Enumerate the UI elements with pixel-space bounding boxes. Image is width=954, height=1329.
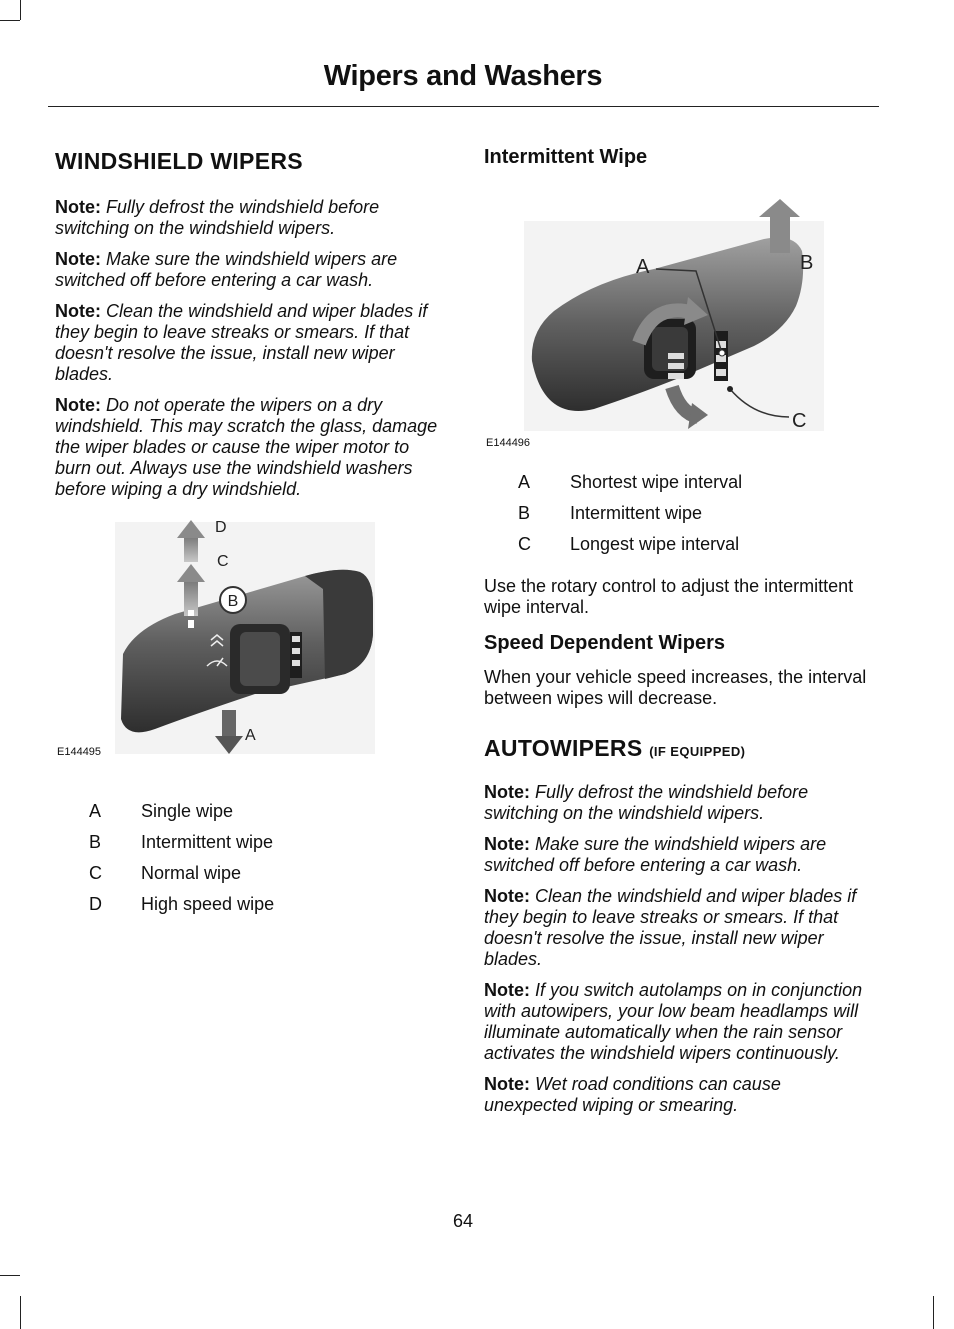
note bbox=[484, 886, 876, 970]
legend-item bbox=[55, 827, 447, 858]
callout-b: B bbox=[800, 252, 814, 274]
legend-item bbox=[55, 858, 447, 889]
note-label: Note: bbox=[484, 834, 530, 854]
note bbox=[484, 1074, 876, 1116]
right-column bbox=[484, 146, 876, 1116]
note-label: Note: bbox=[484, 1074, 530, 1094]
crop-mark bbox=[933, 1296, 934, 1329]
section-heading-autowipers bbox=[484, 735, 876, 762]
note-label: Note: bbox=[55, 395, 101, 415]
note-text: Make sure the windshield wipers are switched off before entering a car wash. bbox=[484, 834, 827, 875]
crop-mark bbox=[0, 1275, 20, 1276]
note-text: Clean the windshield and wiper blades if they begin to leave streaks or smears. If that doesn't resolve the issue, install new wiper blades. bbox=[55, 301, 428, 384]
subheading-speed-dependent-wipers: Speed Dependent Wipers bbox=[484, 632, 725, 654]
speed-dependent-text: When your vehicle speed increases, the interval between wipes will decrease. bbox=[484, 667, 867, 708]
callout-c: C bbox=[792, 410, 807, 432]
figure-code: E144495 bbox=[57, 746, 102, 758]
note-text: Wet road conditions can cause unexpected wiping or smearing. bbox=[484, 1074, 781, 1115]
legend-label: Normal wipe bbox=[141, 863, 242, 883]
wiper-stalk-figure bbox=[55, 514, 447, 774]
wiper-stalk-illustration bbox=[55, 514, 447, 774]
crop-mark bbox=[20, 1296, 21, 1329]
title-divider bbox=[48, 106, 879, 107]
legend-letter: C bbox=[89, 863, 102, 883]
legend-letter: A bbox=[89, 801, 102, 821]
legend-item bbox=[55, 889, 447, 920]
note bbox=[484, 980, 876, 1064]
legend-item bbox=[484, 529, 876, 560]
legend-letter: D bbox=[89, 894, 102, 914]
page-number: 64 bbox=[452, 1211, 474, 1231]
legend-letter: B bbox=[518, 503, 531, 523]
callout-a: A bbox=[245, 727, 256, 744]
note bbox=[55, 249, 447, 291]
section-heading-windshield-wipers: WINDSHIELD WIPERS bbox=[55, 148, 303, 174]
note bbox=[484, 834, 876, 876]
page-title: Wipers and Washers bbox=[323, 60, 603, 92]
autowipers-title: AUTOWIPERS bbox=[484, 735, 643, 761]
legend-label: Single wipe bbox=[141, 801, 234, 821]
note-label: Note: bbox=[55, 197, 101, 217]
legend-letter: A bbox=[518, 472, 531, 492]
callout-a: A bbox=[636, 256, 650, 278]
note-label: Note: bbox=[55, 249, 101, 269]
legend-label: High speed wipe bbox=[141, 894, 275, 914]
callout-d: D bbox=[215, 519, 227, 536]
figure-legend bbox=[484, 467, 876, 560]
legend-item bbox=[484, 498, 876, 529]
note bbox=[55, 197, 447, 239]
legend-letter: C bbox=[518, 534, 531, 554]
note-label: Note: bbox=[484, 886, 530, 906]
subheading-intermittent-wipe: Intermittent Wipe bbox=[484, 146, 648, 168]
legend-label: Longest wipe interval bbox=[570, 534, 740, 554]
note-text: Clean the windshield and wiper blades if they begin to leave streaks or smears. If that doesn't resolve the issue, install new wiper blades. bbox=[484, 886, 857, 969]
legend-label: Shortest wipe interval bbox=[570, 472, 743, 492]
rotary-control-illustration bbox=[484, 181, 876, 451]
if-equipped-tag: (IF EQUIPPED) bbox=[649, 744, 746, 759]
note-label: Note: bbox=[484, 980, 530, 1000]
callout-c: C bbox=[217, 553, 229, 570]
legend-label: Intermittent wipe bbox=[141, 832, 274, 852]
note bbox=[484, 782, 876, 824]
legend-letter: B bbox=[89, 832, 102, 852]
note bbox=[55, 395, 447, 500]
figure-legend bbox=[55, 796, 447, 920]
note-label: Note: bbox=[55, 301, 101, 321]
callout-b: B bbox=[227, 593, 239, 610]
note-text: Fully defrost the windshield before switching on the windshield wipers. bbox=[55, 197, 380, 238]
figure-code: E144496 bbox=[486, 437, 531, 449]
legend-label: Intermittent wipe bbox=[570, 503, 703, 523]
left-column bbox=[55, 146, 447, 920]
note-text: If you switch autolamps on in conjunction with autowipers, your low beam headlamps will illuminate automatically when the rain sensor activates the windshield wipers continuously. bbox=[484, 980, 863, 1063]
note-text: Fully defrost the windshield before switching on the windshield wipers. bbox=[484, 782, 809, 823]
note-text: Do not operate the wipers on a dry windshield. This may scratch the glass, damage the wiper blades or cause the wiper motor to burn out. Always use the windshield washers before wiping a dry windshield. bbox=[55, 395, 438, 499]
crop-mark bbox=[20, 0, 21, 20]
rotary-instruction: Use the rotary control to adjust the intermittent wipe interval. bbox=[484, 576, 854, 617]
rotary-control-figure bbox=[484, 181, 876, 451]
note-label: Note: bbox=[484, 782, 530, 802]
note bbox=[55, 301, 447, 385]
legend-item bbox=[55, 796, 447, 827]
note-text: Make sure the windshield wipers are switched off before entering a car wash. bbox=[55, 249, 398, 290]
legend-item bbox=[484, 467, 876, 498]
crop-mark bbox=[0, 20, 20, 21]
